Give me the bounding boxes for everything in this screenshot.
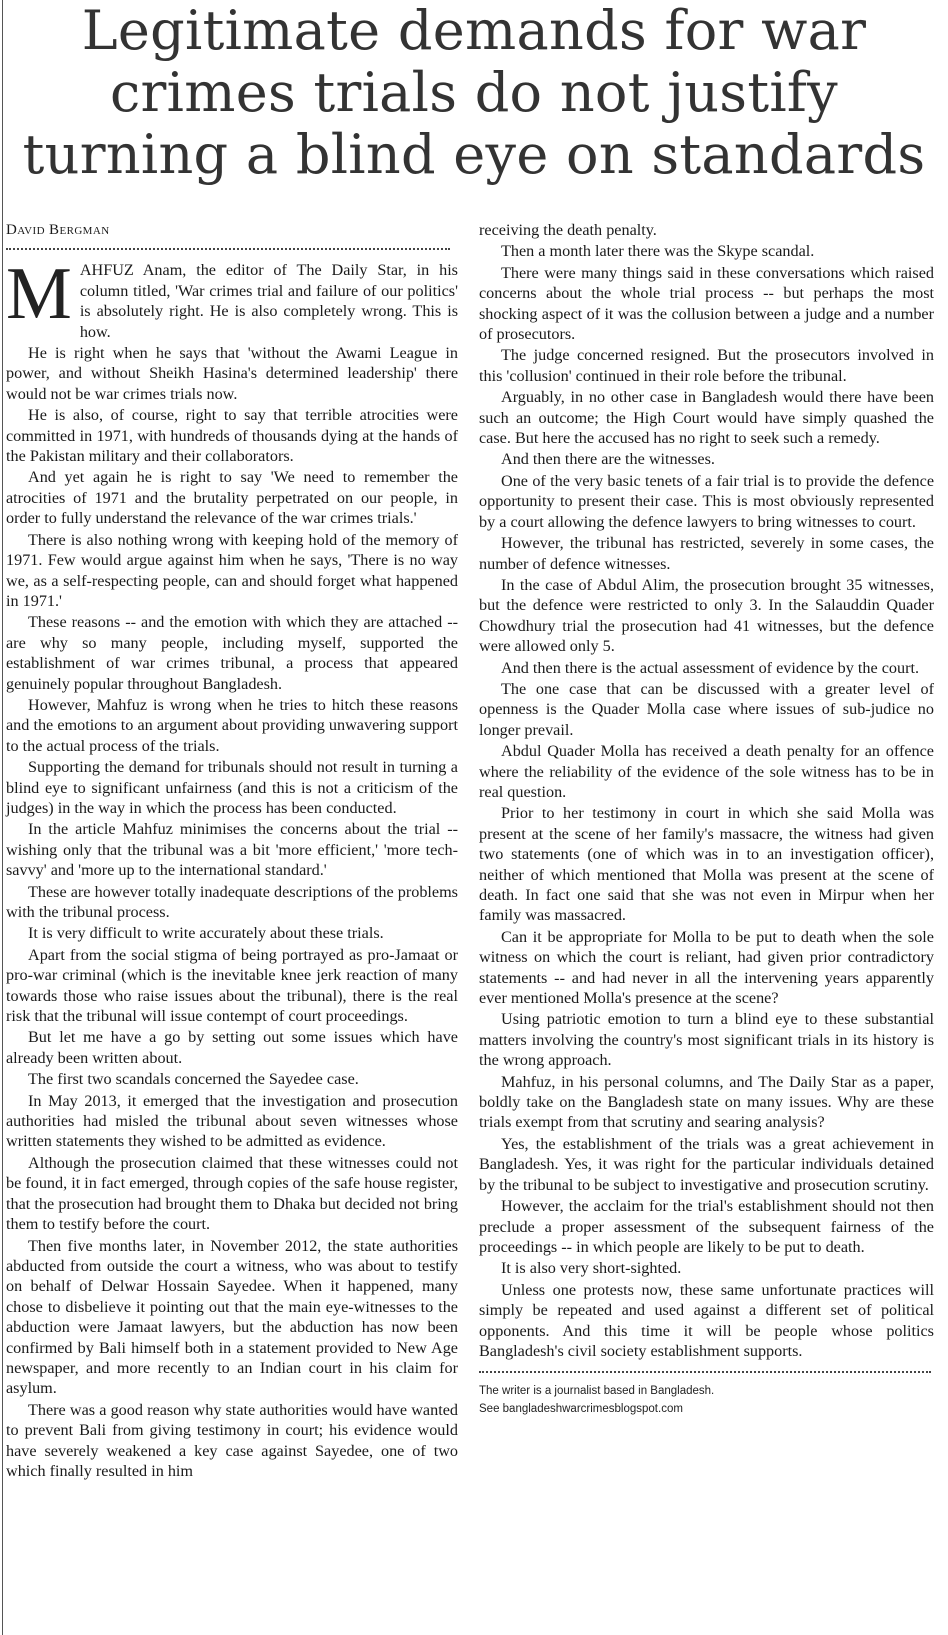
article-paragraph: These reasons -- and the emotion with which they are attached -- are why so many people, including myself, supported the establishment of war crimes tribunal, a process that appeared genuinely popular throughout Bangladesh.: [6, 613, 458, 693]
article-paragraph: Then a month later there was the Skype scandal.: [501, 242, 815, 261]
article-paragraph: Arguably, in no other case in Bangladesh would there have been such an outcome; the High Court would have simply quashed the case. But here the accused has no right to seek such a remedy.: [479, 388, 934, 448]
footer-divider: [479, 1371, 931, 1373]
article-paragraph: receiving the death penalty.: [479, 221, 657, 239]
column-border: [2, 0, 3, 1635]
byline: David Bergman: [6, 222, 110, 238]
article-paragraph: Can it be appropriate for Molla to be put to death when the sole witness on which the court is reliant, had given prior contradictory statements -- and had never in all the intervening years apparently ever mentioned Molla's presence at the scene?: [479, 927, 934, 1008]
article-paragraph: Then five months later, in November 2012, the state authorities abducted from outside the court a witness, who was about to testify on behalf of Delwar Hossain Sayedee. When it happened, many chose to disbelieve it pointing out that the main eye-witnesses to the abduction were Jamaat lawyers, but the abduction has now been confirmed by Bali himself both in a statement provided to New Age newspaper, and more recently to an Indian court in his claim for asylum.: [6, 1236, 458, 1398]
drop-cap: M: [6, 253, 72, 336]
paragraph-text: AHFUZ Anam, the editor of The Daily Star, in his column titled, 'War crimes trial and failure of our politics' is absolutely right. He is also completely wrong. This is how.: [79, 261, 458, 341]
article-paragraph: However, Mahfuz is wrong when he tries to hitch these reasons and the emotions to an argument about providing unwavering support to the actual process of the trials.: [6, 695, 458, 755]
article-paragraph: In May 2013, it emerged that the investigation and prosecution authorities had misled the tribunal about seven witnesses whose written statements they wished to be admitted as evidence.: [6, 1091, 458, 1151]
article-paragraph: There is also nothing wrong with keeping hold of the memory of 1971. Few would argue against him when he says, 'There is no way we, as a self-respecting people, can and should forget what happened in 1971.': [6, 530, 458, 610]
article-paragraph: The first two scandals concerned the Sayedee case.: [28, 1070, 359, 1089]
article-paragraph: Prior to her testimony in court in which she said Molla was present at the scene of her family's massacre, the witness had given two statements (one of which was in to an investigation officer), neither of which mentioned that Molla was present at the scene of death. In fact one said that she was not even in Mirpur when her family was massacred.: [479, 804, 934, 925]
article-paragraph: Unless one protests now, these same unfortunate practices will simply be repeated and used against a different set of political opponents. And this time it will be people whose politics Bangladesh's civil society establishment supports.: [479, 1280, 934, 1360]
author-footnote: The writer is a journalist based in Bangladesh.: [479, 1385, 715, 1398]
article-paragraph: He is also, of course, right to say that terrible atrocities were committed in 1971, with hundreds of thousands dying at the hands of the Pakistan military and their collaborators.: [6, 406, 458, 466]
article-paragraph: There were many things said in these conversations which raised concerns about the whole trial process -- but perhaps the most shocking aspect of it was the collusion between a judge and a number of prosecutors.: [479, 263, 934, 344]
article-paragraph: It is very difficult to write accurately about these trials.: [28, 924, 384, 943]
article-paragraph: Abdul Quader Molla has received a death penalty for an offence where the reliability of the evidence of the sole witness has to be in real question.: [479, 742, 934, 801]
article-paragraph: These are however totally inadequate descriptions of the problems with the tribunal process.: [6, 882, 458, 921]
article-paragraph: The judge concerned resigned. But the prosecutors involved in this 'collusion' continued in their role before the tribunal.: [479, 346, 934, 385]
article-paragraph: Although the prosecution claimed that these witnesses could not be found, it in fact emerged, through copies of the safe house register, that the prosecution had brought them to Dhaka but decided not bring them to testify before the court.: [6, 1153, 458, 1234]
article-paragraph: Mahfuz, in his personal columns, and The Daily Star as a paper, boldly take on the Bangladesh state on many issues. Why are these trials exempt from that scrutiny and searing analysis?: [479, 1072, 934, 1132]
article-paragraph: However, the tribunal has restricted, severely in some cases, the number of defence witnesses.: [479, 534, 934, 573]
article-paragraph: However, the acclaim for the trial's establishment should not then preclude a proper assessment of the subsequent fairness of the proceedings -- in which people are likely to be put to death.: [479, 1197, 934, 1256]
article-column-right: [479, 220, 934, 1419]
headline: Legitimate demands for war crimes trials do not justify turning a blind eye on standards: [22, 0, 926, 186]
article-paragraph: He is right when he says that 'without the Awami League in power, and without Sheikh Hasina's determined leadership' there would not be war crimes trials now.: [6, 344, 458, 403]
article-paragraph: In the article Mahfuz minimises the concerns about the trial -- wishing only that the tribunal was a bit 'more efficient,' 'more tech-savvy' and 'more up to the international standard.': [6, 820, 458, 880]
article-paragraph: Using patriotic emotion to turn a blind eye to these substantial matters involving the country's most significant trials in its history is the wrong approach.: [479, 1010, 934, 1070]
article-paragraph: There was a good reason why state authorities would have wanted to prevent Bali from giving testimony in court; his evidence would have severely weakened a key case against Sayedee, one of two which finally resulted in him: [6, 1400, 458, 1480]
article-paragraph: Yes, the establishment of the trials was a great achievement in Bangladesh. Yes, it was right for the particular individuals detained by the tribunal to be subject to investigative and prosecution scrutiny.: [479, 1134, 934, 1194]
author-footnote: See bangladeshwarcrimesblogspot.com: [479, 1403, 683, 1416]
article-column-left: [6, 220, 458, 1482]
byline-divider: [6, 248, 450, 250]
article-paragraph: And then there is the actual assessment of evidence by the court.: [501, 658, 920, 677]
article-paragraph: Apart from the social stigma of being portrayed as pro-Jamaat or pro-war criminal (which is the inevitable knee jerk reaction of many towards those who raise issues about the tribunal), there is the real risk that the tribunal will issue contempt of court proceedings.: [6, 945, 458, 1026]
article-paragraph: In the case of Abdul Alim, the prosecution brought 35 witnesses, but the defence were restricted to only 3. In the Salauddin Quader Chowdhury trial the prosecution had 41 witnesses, but the defence were allowed only 5.: [479, 575, 934, 656]
article-paragraph: But let me have a go by setting out some issues which have already been written about.: [6, 1028, 458, 1067]
article-paragraph: One of the very basic tenets of a fair trial is to provide the defence opportunity to present their case. This is most obviously represented by a court allowing the defence lawyers to bring witnesses to court.: [479, 471, 934, 531]
article-paragraph: And then there are the witnesses.: [501, 450, 715, 469]
article-paragraph: The one case that can be discussed with a greater level of openness is the Quader Molla case where issues of sub-judice no longer prevail.: [479, 679, 934, 739]
article-paragraph: Supporting the demand for tribunals should not result in turning a blind eye to significant unfairness (and this is not a criticism of the judges) in the way in which the process has been conducted.: [6, 758, 458, 817]
article-paragraph: And yet again he is right to say 'We need to remember the atrocities of 1971 and the brutality perpetrated on our people, in order to fully understand the relevance of the war crimes trials.': [6, 468, 458, 528]
article-paragraph: It is also very short-sighted.: [501, 1259, 682, 1278]
article-paragraph: [6, 253, 458, 342]
